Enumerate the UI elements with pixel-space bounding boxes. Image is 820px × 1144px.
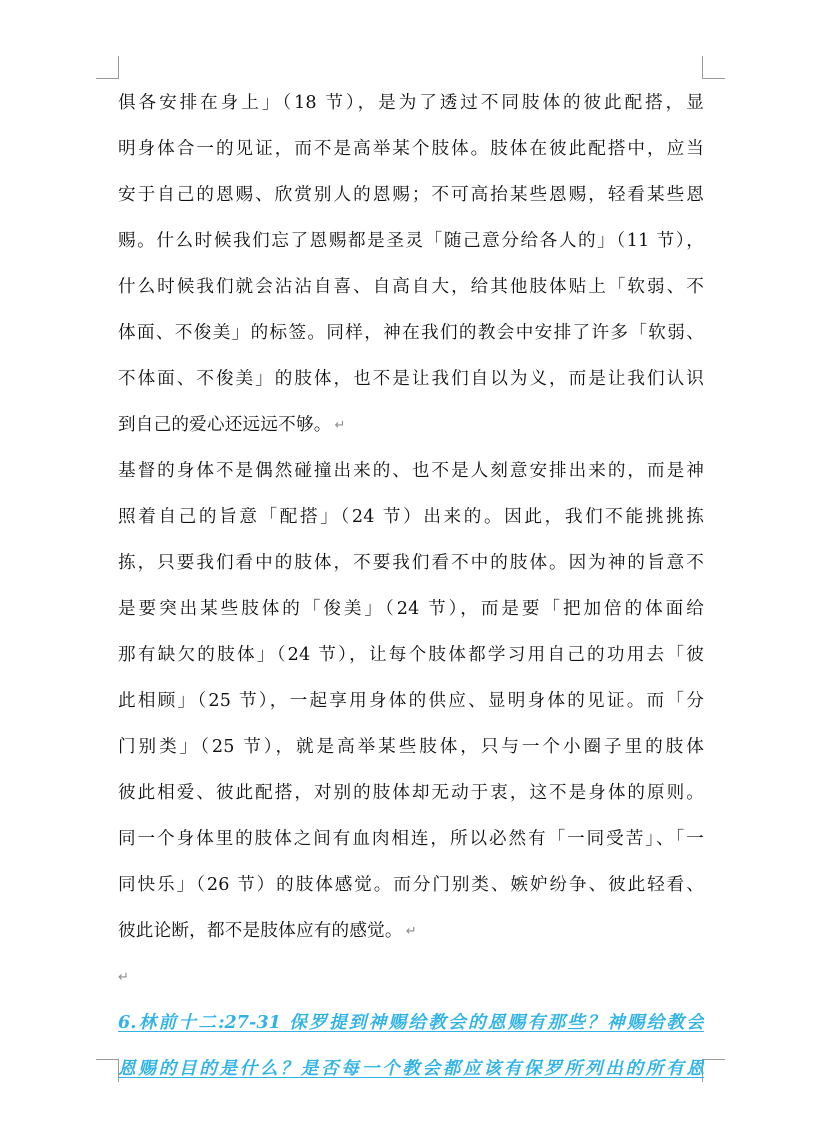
text-line: 基督的身体不是偶然碰撞出来的、也不是人刻意安排出来的，而是神 [118,461,704,481]
paragraph-mark-icon: ↵ [334,418,346,433]
page-corner-mark-bottom-right [702,1059,725,1082]
text-line: 俱各安排在身上」（18 节），是为了透过不同肢体的彼此配搭，显 [118,93,704,113]
text-line: 此相顾」（25 节），一起享用身体的供应、显明身体的见证。而「分 [118,691,704,711]
heading-line: 6.林前十二:27-31 保罗提到神赐给教会的恩赐有那些？神赐给教会 [118,1012,704,1033]
empty-paragraph[interactable] [118,954,704,1000]
text-line-content: 到自己的爱心还远远不够。 [118,415,332,435]
text-line: 体面、不俊美」的标签。同样，神在我们的教会中安排了许多「软弱、 [118,323,704,343]
page-corner-mark-bottom-left [96,1059,119,1082]
text-line: 门别类」（25 节），就是高举某些肢体，只与一个小圈子里的肢体 [118,737,704,757]
text-line: 什么时候我们就会沾沾自喜、自高自大，给其他肢体贴上「软弱、不 [118,277,704,297]
paragraph-mark-icon: ↵ [118,970,129,985]
text-line: 同一个身体里的肢体之间有血肉相连，所以必然有「一同受苦」、「一 [118,829,704,849]
text-line: 那有缺欠的肢体」（24 节），让每个肢体都学习用自己的功用去「彼 [118,645,704,665]
text-line: 是要突出某些肢体的「俊美」（24 节），而是要「把加倍的体面给 [118,599,704,619]
text-line: 安于自己的恩赐、欣赏别人的恩赐；不可高抬某些恩赐，轻看某些恩 [118,185,704,205]
page-corner-mark-top-left [96,56,119,79]
paragraph-2[interactable] [118,448,704,954]
text-line: 明身体合一的见证，而不是高举某个肢体。肢体在彼此配搭中，应当 [118,139,704,159]
text-line: 照着自己的旨意「配搭」（24 节）出来的。因此，我们不能挑挑拣 [118,507,704,527]
text-line: 不体面、不俊美」的肢体，也不是让我们自以为义，而是让我们认识 [118,369,704,389]
heading-line: 恩赐的目的是什么？是否每一个教会都应该有保罗所列出的所有恩 [118,1058,704,1079]
document-body[interactable] [118,80,704,1092]
text-line: 拣，只要我们看中的肢体，不要我们看不中的肢体。因为神的旨意不 [118,553,704,573]
question-heading[interactable] [118,1000,704,1092]
text-line [118,402,704,448]
paragraph-mark-icon: ↵ [405,924,417,939]
text-line: 彼此相爱、彼此配搭，对别的肢体却无动于衷，这不是身体的原则。 [118,783,704,803]
text-line: 同快乐」（26 节）的肢体感觉。而分门别类、嫉妒纷争、彼此轻看、 [118,875,704,895]
paragraph-1[interactable] [118,80,704,448]
text-line [118,908,704,954]
text-line-content: 彼此论断，都不是肢体应有的感觉。 [118,921,403,941]
page-corner-mark-top-right [702,56,725,79]
text-line: 赐。什么时候我们忘了恩赐都是圣灵「随己意分给各人的」（11 节）， [118,231,704,251]
